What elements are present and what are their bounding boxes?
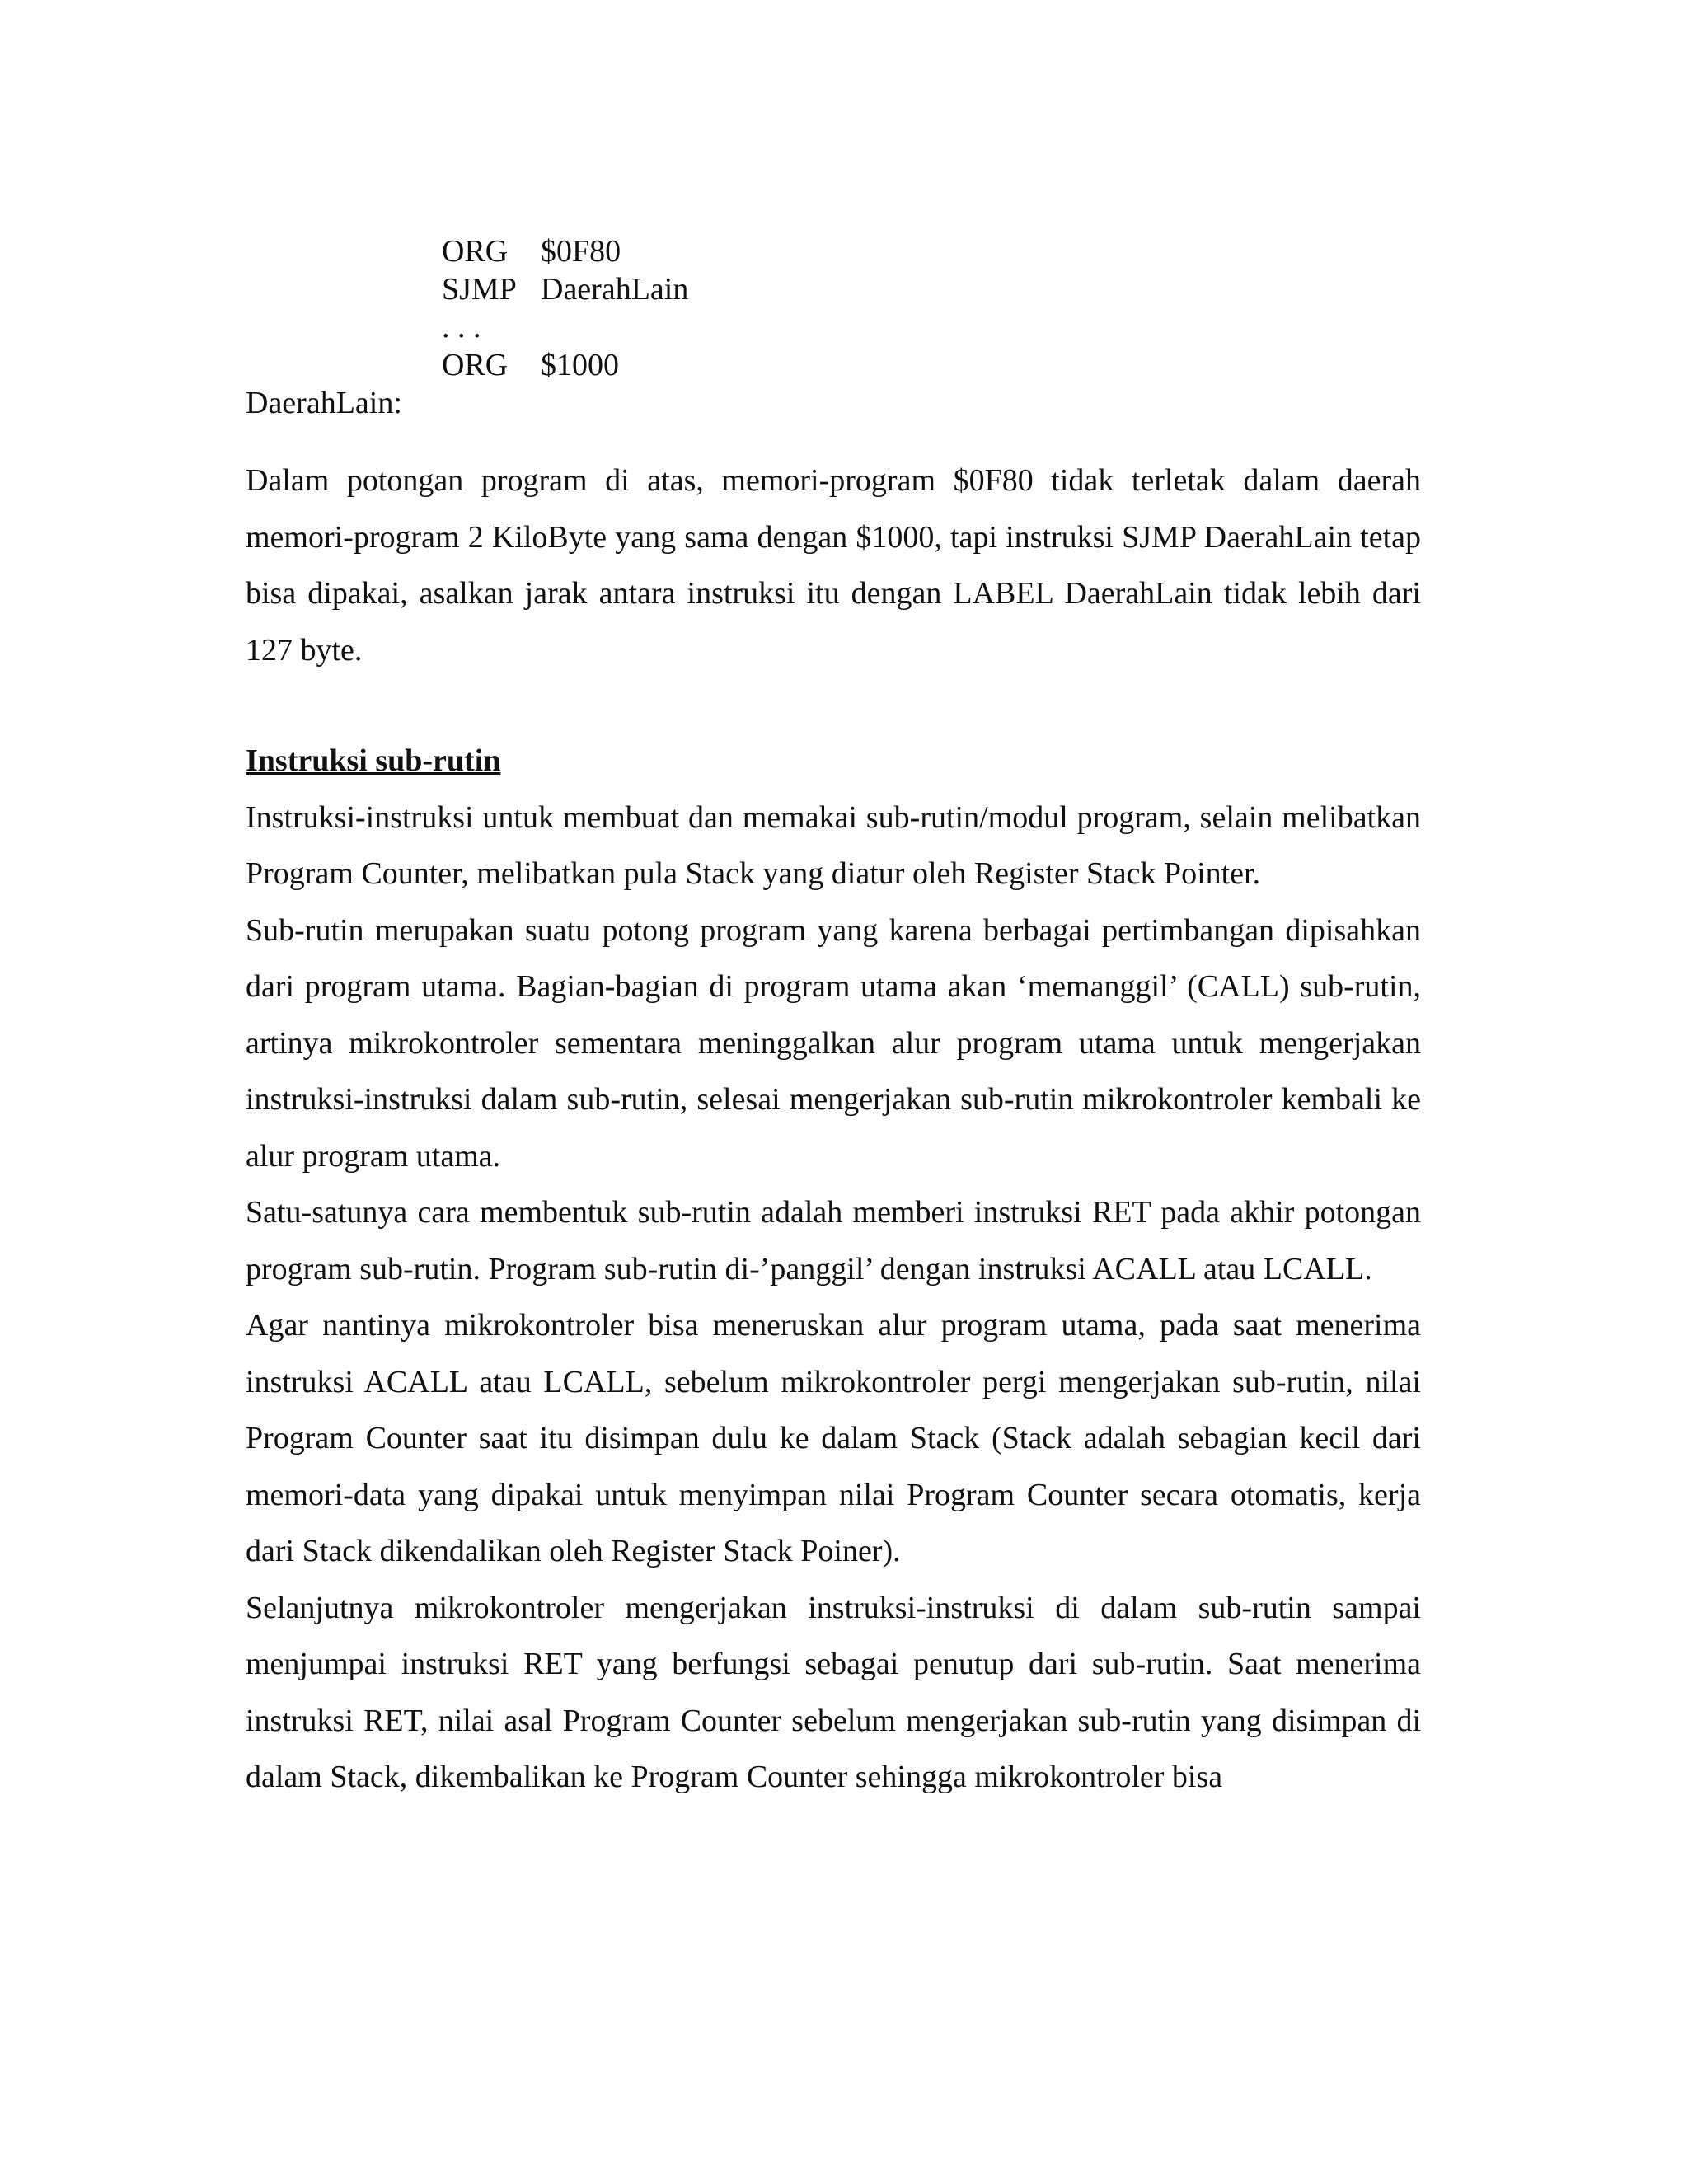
- intro-paragraph: Dalam potongan program di atas, memori-program $0F80 tidak terletak dalam daerah memori-program 2 KiloByte yang sama dengan $1000, tapi instruksi SJMP DaerahLain tetap bisa dipakai, asalkan jarak antara instruksi itu dengan LABEL DaerahLain tidak lebih dari 127 byte.: [246, 463, 1421, 668]
- code-operand: [541, 308, 1400, 346]
- intro-paragraph-block: [246, 452, 1421, 678]
- code-mnemonic: ORG: [442, 348, 509, 382]
- section-paragraph: Agar nantinya mikrokontroler bisa meneruskan alur program utama, pada saat menerima instruksi ACALL atau LCALL, sebelum mikrokontroler pergi mengerjakan sub-rutin, nilai Program Counter saat itu disimpan dulu ke dalam Stack (Stack adalah sebagian kecil dari memori-data yang dipakai untuk menyimpan nilai Program Counter secara otomatis, kerja dari Stack dikendalikan oleh Register Stack Poiner).: [246, 1308, 1421, 1568]
- code-listing: [246, 232, 1400, 422]
- code-operand: $0F80: [541, 234, 621, 269]
- code-line: [246, 346, 1400, 384]
- section-paragraph: Instruksi-instruksi untuk membuat dan memakai sub-rutin/modul program, selain melibatkan Program Counter, melibatkan pula Stack yang diatur oleh Register Stack Pointer.: [246, 799, 1421, 891]
- code-line: [246, 232, 1400, 270]
- code-line: [246, 308, 1400, 346]
- code-line: [246, 384, 1400, 422]
- code-label: [246, 346, 442, 384]
- code-operand: DaerahLain: [541, 272, 689, 307]
- code-label: [246, 270, 442, 308]
- code-operand: $1000: [541, 348, 619, 382]
- code-ellipsis: . . .: [442, 310, 481, 344]
- section-heading: Instruksi sub-rutin: [246, 743, 501, 778]
- code-mnemonic: ORG: [442, 234, 509, 269]
- section-paragraph: Sub-rutin merupakan suatu potong program yang karena berbagai pertimbangan dipisahkan dari program utama. Bagian-bagian di program utama akan ‘memanggil’ (CALL) sub-rutin, artinya mikrokontroler sementara meninggalkan alur program utama untuk mengerjakan instruksi-instruksi dalam sub-rutin, selesai mengerjakan sub-rutin mikrokontroler kembali ke alur program utama.: [246, 912, 1421, 1174]
- code-label: [246, 308, 442, 346]
- section-paragraph: Selanjutnya mikrokontroler mengerjakan instruksi-instruksi di dalam sub-rutin sampai menjumpai instruksi RET yang berfungsi sebagai penutup dari sub-rutin. Saat menerima instruksi RET, nilai asal Program Counter sebelum mengerjakan sub-rutin yang disimpan di dalam Stack, dikembalikan ke Program Counter sehingga mikrokontroler bisa: [246, 1590, 1421, 1794]
- code-label: [246, 232, 442, 270]
- section-subroutine: [246, 733, 1421, 1806]
- code-label: DaerahLain:: [246, 386, 402, 420]
- code-mnemonic: SJMP: [442, 272, 517, 307]
- code-mnemonic: [402, 384, 501, 422]
- code-operand: [501, 384, 1400, 422]
- code-line: [246, 270, 1400, 308]
- section-paragraph: Satu-satunya cara membentuk sub-rutin adalah memberi instruksi RET pada akhir potongan program sub-rutin. Program sub-rutin di-’panggil’ dengan instruksi ACALL atau LCALL.: [246, 1195, 1421, 1286]
